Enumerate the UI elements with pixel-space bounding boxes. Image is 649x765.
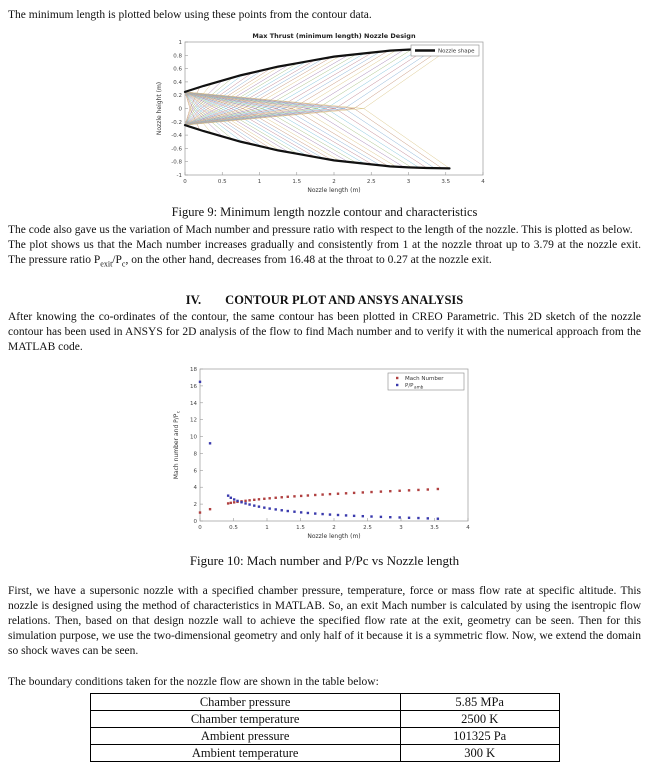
table-cell: 5.85 MPa — [400, 694, 559, 711]
subscript-c: c — [121, 259, 126, 269]
svg-text:3: 3 — [406, 179, 410, 185]
svg-text:10: 10 — [189, 434, 197, 441]
svg-text:-0.4: -0.4 — [170, 133, 182, 140]
figure9-caption: Figure 9: Minimum length nozzle contour and characteristics — [171, 205, 478, 219]
svg-text:Nozzle height (m): Nozzle height (m) — [155, 81, 163, 136]
svg-text:0: 0 — [197, 525, 202, 532]
figure10 — [8, 359, 641, 569]
subscript-exit: exit — [100, 259, 113, 269]
svg-text:1: 1 — [264, 525, 269, 532]
svg-text:2: 2 — [331, 525, 336, 532]
paragraph-intro: The minimum length is plotted below using these points from the contour data. — [8, 9, 372, 21]
paragraph-mach-pressure — [8, 238, 641, 271]
svg-text:2: 2 — [193, 502, 197, 509]
svg-text:0: 0 — [178, 106, 182, 113]
svg-text:4: 4 — [193, 485, 197, 492]
paragraph-mach-pressure-end: , on the other hand, decreases from 16.48 at the throat to 0.27 at the nozzle exit. — [125, 254, 492, 266]
svg-text:3.5: 3.5 — [429, 525, 439, 532]
figure10-caption: Figure 10: Mach number and P/Pc vs Nozzle length — [189, 553, 460, 569]
figure10-chart — [170, 359, 480, 547]
svg-text:0.5: 0.5 — [217, 179, 227, 185]
paragraph-code-variation: The code also gave us the variation of Mach number and pressure ratio with respect to the length of the nozzle. This is plotted as below. — [8, 224, 633, 236]
svg-text:12: 12 — [189, 417, 197, 424]
svg-text:8: 8 — [193, 451, 197, 458]
svg-text:-0.8: -0.8 — [170, 159, 182, 166]
table-cell: 300 K — [400, 745, 559, 762]
svg-text:Nozzle shape: Nozzle shape — [437, 48, 475, 55]
svg-text:0.8: 0.8 — [172, 53, 182, 60]
paragraph-boundary-conditions: The boundary conditions taken for the nozzle flow are shown in the table below: — [8, 676, 379, 689]
svg-text:18: 18 — [189, 367, 197, 374]
section-title: CONTOUR PLOT AND ANSYS ANALYSIS — [225, 293, 464, 308]
paragraph-ansys: After knowing the co-ordinates of the contour, the same contour has been plotted in CREO Parametric. This 2D sketch of the nozzle contour has been used in ANSYS for 2D analysis of the flow to find Mach number and to verify it with the numerical approach from the MATLAB code. — [8, 311, 641, 354]
paragraph-mach-pressure-text: The plot shows us that the Mach number increases gradually and consistently from 1 at the nozzle throat up to 3.79 at the nozzle exit. The pressure ratio P — [8, 239, 641, 266]
svg-text:4: 4 — [465, 525, 470, 532]
svg-text:P/Pamb: $P/P_{amb}$ — [404, 383, 423, 390]
svg-text:1.5: 1.5 — [291, 179, 301, 185]
svg-text:1.5: 1.5 — [295, 525, 305, 532]
table-cell: 2500 K — [400, 711, 559, 728]
svg-text:Mach number and P/Pc: Mach number and $P/P_c$ — [172, 411, 180, 480]
table-row — [90, 711, 559, 728]
svg-text:0: 0 — [182, 179, 187, 185]
svg-text:1: 1 — [178, 40, 182, 46]
svg-text:2: 2 — [331, 179, 336, 185]
svg-text:0.6: 0.6 — [172, 66, 182, 73]
svg-text:2.5: 2.5 — [362, 525, 372, 532]
table-cell: Ambient pressure — [90, 728, 400, 745]
table-cell: Chamber temperature — [90, 711, 400, 728]
figure9-chart — [153, 29, 497, 199]
table-row — [90, 728, 559, 745]
boundary-conditions-table — [90, 693, 560, 762]
svg-text:3: 3 — [398, 525, 403, 532]
svg-text:0.5: 0.5 — [228, 525, 238, 532]
svg-text:6: 6 — [193, 468, 197, 475]
table-cell: Chamber pressure — [90, 694, 400, 711]
figure9 — [8, 29, 641, 220]
svg-text:Mach Number: Mach Number — [404, 376, 443, 383]
svg-text:2.5: 2.5 — [366, 179, 376, 185]
section-heading — [8, 293, 641, 308]
svg-text:0.2: 0.2 — [172, 93, 182, 100]
svg-text:-0.6: -0.6 — [170, 146, 182, 153]
table-cell: Ambient temperature — [90, 745, 400, 762]
svg-text:3.5: 3.5 — [440, 179, 450, 185]
svg-text:1: 1 — [257, 179, 261, 185]
table-row — [90, 745, 559, 762]
table-row — [90, 694, 559, 711]
svg-text:Max Thrust (minimum length) No: Max Thrust (minimum length) Nozzle Design — [251, 32, 416, 40]
paragraph-mach-pressure-mid: /P — [112, 254, 122, 266]
table-cell: 101325 Pa — [400, 728, 559, 745]
svg-text:14: 14 — [189, 401, 197, 408]
svg-text:-0.2: -0.2 — [170, 119, 182, 126]
svg-text:-1: -1 — [176, 173, 182, 179]
svg-text:16: 16 — [189, 384, 197, 391]
svg-text:0: 0 — [193, 519, 197, 526]
svg-text:Nozzle length (m): Nozzle length (m) — [306, 533, 361, 541]
section-numeral: IV. — [185, 293, 202, 308]
svg-text:4: 4 — [480, 179, 485, 185]
svg-text:0.4: 0.4 — [172, 79, 182, 86]
paragraph-simulation: First, we have a supersonic nozzle with a specified chamber pressure, temperature, force or mass flow rate at specific altitude. This nozzle is designed using the method of characteristics in MATLAB. So, an exit Mach number is calculated by using the isentropic flow relations. Then, based on that design nozzle wall to achieve the specified flow rate at the exit, geometry can be seen. Then for this simulation purpose, we use the two-dimensional geometry and only half of it because it is a symmetric flow. Now, we extend the domain so shock waves can be seen. — [8, 585, 641, 658]
svg-text:Nozzle length (m): Nozzle length (m) — [306, 187, 361, 194]
